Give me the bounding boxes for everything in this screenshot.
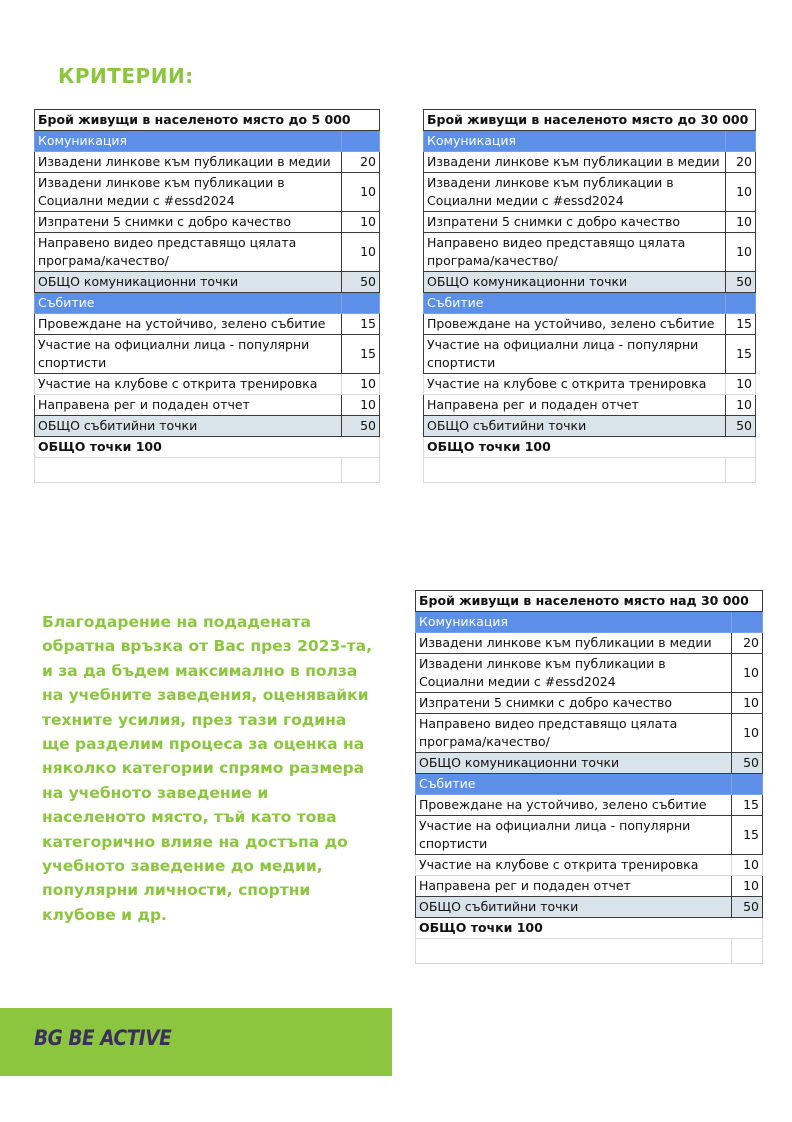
- empty-cell: [416, 939, 732, 964]
- criterion-label: Участие на клубове с открита тренировка: [35, 374, 342, 395]
- criterion-label: Извадени линкове към публикации в Социални медии с #essd2024: [424, 173, 726, 212]
- criterion-label: Провеждане на устойчиво, зелено събитие: [35, 314, 342, 335]
- criterion-label: Направено видео представящо цялата програма/качество/: [416, 714, 732, 753]
- criterion-points: 15: [732, 795, 763, 816]
- criterion-points: 10: [342, 233, 380, 272]
- table-header: Брой живущи в населеното място над 30 000: [416, 591, 763, 612]
- table-header: Брой живущи в населеното място до 5 000: [35, 110, 380, 131]
- criterion-label: Извадени линкове към публикации в Социални медии с #essd2024: [35, 173, 342, 212]
- description-text: Благодарение на подадената обратна връзка от Вас през 2023-та, и за да бъдем максимално в полза на учебните заведения, оценявайки техните усилия, през тази година ще разделим процеса за оценка на няколко категории спрямо размера на учебното заведение и населеното място, тъй като това категорично влияе на достъпа до учебното заведение до медии, популярни личности, спортни клубове и др.: [42, 613, 373, 924]
- criterion-points: 15: [342, 335, 380, 374]
- section-event: Събитие: [35, 293, 342, 314]
- criterion-points: 10: [342, 374, 380, 395]
- section-event: Събитие: [416, 774, 732, 795]
- criterion-label: Направено видео представящо цялата програма/качество/: [424, 233, 726, 272]
- subtotal-points: 50: [342, 416, 380, 437]
- criterion-label: Направена рег и подаден отчет: [424, 395, 726, 416]
- criteria-table-up-to-30000: [423, 109, 756, 483]
- criterion-points: 10: [726, 374, 756, 395]
- criterion-label: Участие на официални лица - популярни спортисти: [424, 335, 726, 374]
- criterion-points: 10: [732, 693, 763, 714]
- criterion-label: Участие на официални лица - популярни спортисти: [416, 816, 732, 855]
- criterion-points: 10: [732, 654, 763, 693]
- subtotal-points: 50: [726, 416, 756, 437]
- section-communication: Комуникация: [35, 131, 342, 152]
- criterion-points: 10: [732, 876, 763, 897]
- criterion-label: Изпратени 5 снимки с добро качество: [35, 212, 342, 233]
- empty-cell: [726, 458, 756, 483]
- total-label: ОБЩО точки 100: [416, 918, 763, 939]
- table-header: Брой живущи в населеното място до 30 000: [424, 110, 756, 131]
- criterion-label: Участие на клубове с открита тренировка: [416, 855, 732, 876]
- criterion-points: 10: [342, 212, 380, 233]
- criterion-label: Провеждане на устойчиво, зелено събитие: [424, 314, 726, 335]
- criterion-label: Изпратени 5 снимки с добро качество: [424, 212, 726, 233]
- criterion-points: 15: [342, 314, 380, 335]
- criterion-label: Направена рег и подаден отчет: [35, 395, 342, 416]
- criterion-label: Извадени линкове към публикации в медии: [424, 152, 726, 173]
- subtotal-points: 50: [726, 272, 756, 293]
- criteria-table-over-30000: [415, 590, 763, 964]
- section-communication: Комуникация: [424, 131, 726, 152]
- subtotal-points: 50: [342, 272, 380, 293]
- criterion-points: 20: [732, 633, 763, 654]
- criterion-points: 15: [726, 335, 756, 374]
- empty-cell: [732, 939, 763, 964]
- subtotal-points: 50: [732, 897, 763, 918]
- criterion-points: 10: [342, 173, 380, 212]
- criteria-table-up-to-5000: [34, 109, 380, 483]
- empty-cell: [342, 458, 380, 483]
- subtotal-points: 50: [732, 753, 763, 774]
- criterion-points: 10: [732, 714, 763, 753]
- criterion-label: Провеждане на устойчиво, зелено събитие: [416, 795, 732, 816]
- criterion-points: 10: [726, 395, 756, 416]
- page-title: КРИТЕРИИ:: [58, 64, 194, 88]
- empty-cell: [424, 458, 726, 483]
- subtotal-label: ОБЩО комуникационни точки: [424, 272, 726, 293]
- subtotal-label: ОБЩО комуникационни точки: [35, 272, 342, 293]
- subtotal-label: ОБЩО събитийни точки: [424, 416, 726, 437]
- criterion-label: Извадени линкове към публикации в Социални медии с #essd2024: [416, 654, 732, 693]
- criterion-label: Участие на официални лица - популярни спортисти: [35, 335, 342, 374]
- subtotal-label: ОБЩО събитийни точки: [416, 897, 732, 918]
- criterion-label: Извадени линкове към публикации в медии: [35, 152, 342, 173]
- criterion-points: 15: [732, 816, 763, 855]
- criterion-label: Изпратени 5 снимки с добро качество: [416, 693, 732, 714]
- criterion-points: 10: [732, 855, 763, 876]
- total-label: ОБЩО точки 100: [424, 437, 756, 458]
- footer-band: [0, 1008, 392, 1076]
- criterion-points: 10: [726, 233, 756, 272]
- criterion-points: 10: [342, 395, 380, 416]
- empty-cell: [35, 458, 342, 483]
- criterion-label: Участие на клубове с открита тренировка: [424, 374, 726, 395]
- subtotal-label: ОБЩО комуникационни точки: [416, 753, 732, 774]
- criterion-points: 20: [342, 152, 380, 173]
- criterion-points: 15: [726, 314, 756, 335]
- total-label: ОБЩО точки 100: [35, 437, 380, 458]
- section-event: Събитие: [424, 293, 726, 314]
- subtotal-label: ОБЩО събитийни точки: [35, 416, 342, 437]
- criterion-label: Направена рег и подаден отчет: [416, 876, 732, 897]
- criterion-points: 10: [726, 173, 756, 212]
- section-communication: Комуникация: [416, 612, 732, 633]
- brand-logo: BG BE ACTIVE: [34, 1026, 172, 1050]
- criterion-label: Направено видео представящо цялата програма/качество/: [35, 233, 342, 272]
- criterion-points: 10: [726, 212, 756, 233]
- criterion-points: 20: [726, 152, 756, 173]
- criterion-label: Извадени линкове към публикации в медии: [416, 633, 732, 654]
